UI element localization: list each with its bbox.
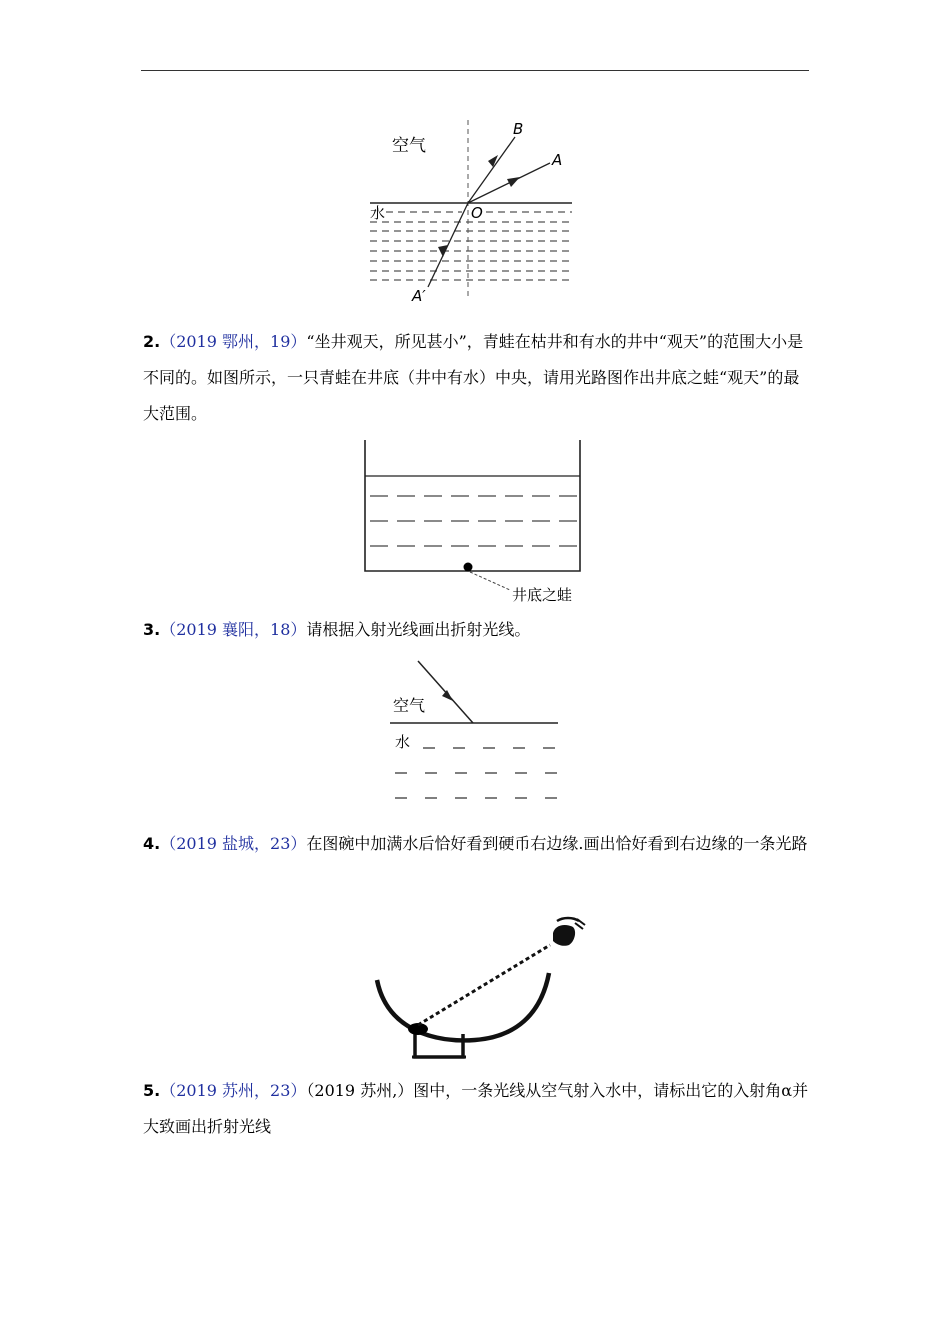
arrow-B bbox=[488, 155, 498, 167]
arrow-A bbox=[507, 177, 520, 187]
question-source: （2019 襄阳，18） bbox=[160, 620, 307, 639]
question-2 bbox=[143, 324, 815, 432]
question-source: （2019 盐城，23） bbox=[160, 834, 307, 853]
water-label: 水 bbox=[370, 204, 386, 222]
incident-arrow bbox=[442, 690, 453, 701]
well-frog-figure bbox=[360, 438, 590, 608]
well-outline bbox=[365, 440, 580, 571]
air-label: 空气 bbox=[393, 696, 426, 715]
bowl-outline bbox=[377, 973, 549, 1040]
question-number: 4. bbox=[143, 834, 161, 853]
label-A-prime: A′ bbox=[412, 287, 426, 305]
incident-ray-figure bbox=[385, 655, 565, 805]
label-A: A bbox=[552, 151, 563, 169]
frog-label: 井底之蛙 bbox=[512, 586, 573, 604]
question-source: （2019 苏州，23） bbox=[160, 1081, 307, 1100]
eye-icon bbox=[553, 918, 585, 946]
question-text: （2019 苏州,）图中，一条光线从空气射入水中，请标出它的入射角α并大致画出折射光线 bbox=[143, 1081, 809, 1136]
question-text: 在图碗中加满水后恰好看到硬币右边缘.画出恰好看到右边缘的一条光路 bbox=[306, 834, 808, 853]
question-number: 3. bbox=[143, 620, 161, 639]
ray-B bbox=[468, 137, 515, 203]
question-text: “坐井观天，所见甚小”，青蛙在枯井和有水的井中“观天”的范围大小是不同的。如图所示，一只青蛙在井底（井中有水）中央，请用光路图作出井底之蛙“观天”的最大范围。 bbox=[143, 332, 804, 423]
water-label: 水 bbox=[395, 733, 411, 751]
water-dashes bbox=[395, 748, 558, 798]
header-rule bbox=[141, 70, 809, 71]
question-5 bbox=[143, 1073, 815, 1145]
label-O: O bbox=[471, 204, 483, 222]
refraction-figure-1 bbox=[360, 115, 585, 310]
question-number: 2. bbox=[143, 332, 161, 351]
question-number: 5. bbox=[143, 1081, 161, 1100]
question-source: （2019 鄂州，19） bbox=[160, 332, 307, 351]
frog-pointer bbox=[470, 572, 510, 590]
question-4 bbox=[143, 826, 815, 862]
frog-dot bbox=[464, 563, 473, 572]
water-dash-lines bbox=[370, 212, 572, 280]
air-label: 空气 bbox=[392, 136, 426, 156]
question-3 bbox=[143, 612, 815, 648]
label-B: B bbox=[513, 120, 524, 138]
well-water-dashes bbox=[370, 496, 578, 546]
question-text: 请根据入射光线画出折射光线。 bbox=[306, 620, 531, 639]
bowl-coin-figure bbox=[365, 915, 595, 1065]
